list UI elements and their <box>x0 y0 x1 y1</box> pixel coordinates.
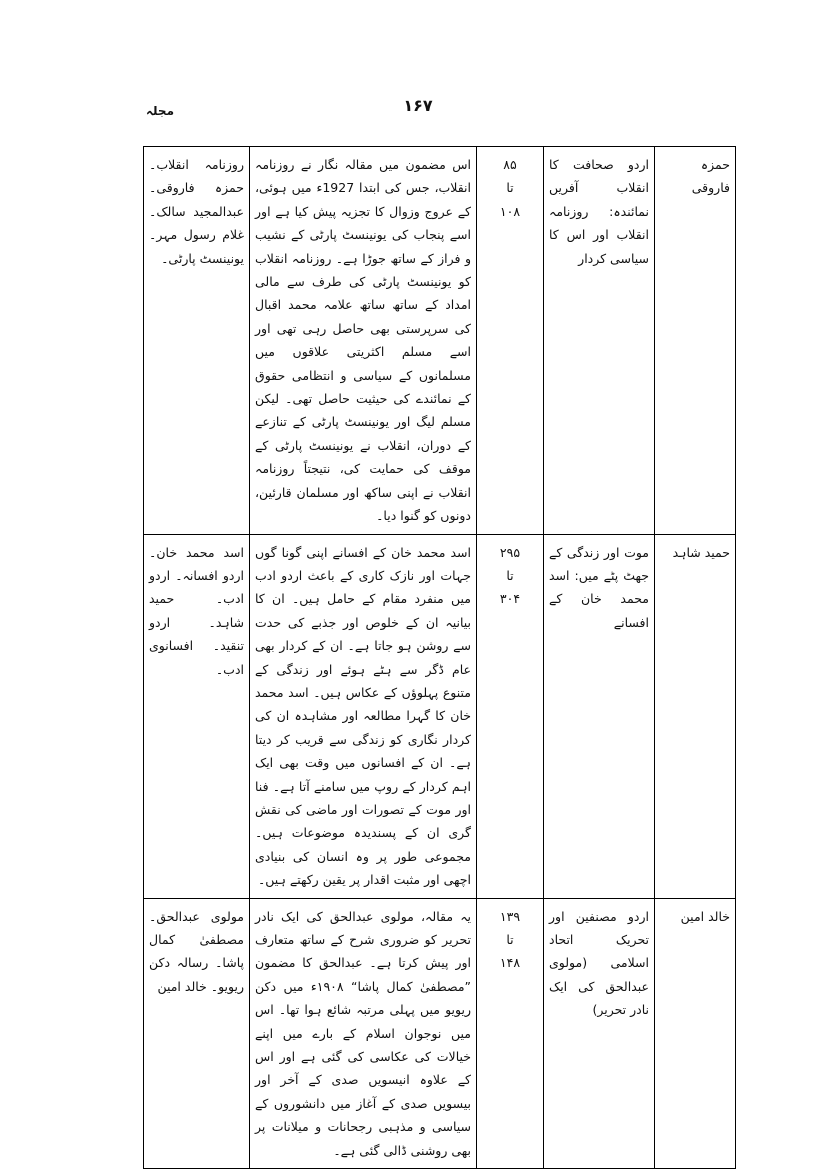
pages-cell <box>477 898 544 1168</box>
page-from: ۱۳۹ <box>499 908 521 924</box>
pages-cell <box>477 147 544 535</box>
summary-cell: اسد محمد خان کے افسانے اپنی گونا گوں جہات اور نازک کاری کے باعث اردو ادب میں منفرد مقام کے حامل ہیں۔ ان کا بیانیہ ان کے خلوص اور جذبے کی حدت سے روشن ہو جاتا ہے۔ ان کے کردار بھی عام ڈگر سے ہٹے ہوئے اور زندگی کے متنوع پہلوؤں کے عکاس ہیں۔ اسد محمد خان کا گہرا مطالعہ اور مشاہدہ ان کی کردار نگاری کو زندگی سے قریب کر دیتا ہے۔ ان کے افسانوں میں وقت بھی ایک اہم کردار کے روپ میں سامنے آتا ہے۔ فنا اور موت کے تصورات اور ماضی کی نقش گری ان کے پسندیدہ موضوعات ہیں۔ مجموعی طور پر وہ انسان کی بنیادی اچھی اور مثبت اقدار پر یقین رکھتے ہیں۔ <box>250 534 477 898</box>
page-number: ۱۶۷ <box>403 96 433 115</box>
page-separator: تا <box>506 180 514 196</box>
page-separator: تا <box>506 567 514 583</box>
table-row <box>144 898 736 1168</box>
title-cell: موت اور زندگی کے جھٹ پٹے میں: اسد محمد خان کے افسانے <box>544 534 655 898</box>
article-index-table <box>143 146 736 1169</box>
page-from: ۲۹۵ <box>499 544 521 560</box>
page-to: ۱۴۸ <box>499 955 521 971</box>
summary-cell: یہ مقالہ، مولوی عبدالحق کی ایک نادر تحریر کو ضروری شرح کے ساتھ متعارف اور پیش کرتا ہے۔ عبدالحق کا مضمون ”مصطفیٰ کمال پاشا“ ۱۹۰۸ء میں دکن ریویو میں پہلی مرتبہ شائع ہوا تھا۔ اس میں نوجوان اسلام کے بارے میں اپنے خیالات کی عکاسی کی گئی ہے اور اس کے علاوہ انیسویں صدی کے آخر اور بیسویں صدی کے آغاز میں دانشوروں کے سیاسی و مذہبی رجحانات و میلانات پر بھی روشنی ڈالی گئی ہے۔ <box>250 898 477 1168</box>
author-cell: حمید شاہد <box>655 534 736 898</box>
table-row <box>144 534 736 898</box>
journal-name: مجلہ <box>146 104 175 118</box>
keywords-cell: روزنامہ انقلاب۔ حمزہ فاروقی۔ عبدالمجید سالک۔ غلام رسول مہر۔ یونینسٹ پارٹی۔ <box>144 147 250 535</box>
page-to: ۳۰۴ <box>499 591 521 607</box>
title-cell: اردو صحافت کا انقلاب آفریں نمائندہ: روزنامہ انقلاب اور اس کا سیاسی کردار <box>544 147 655 535</box>
keywords-cell: اسد محمد خان۔ اردو افسانہ۔ اردو ادب۔ حمید شاہد۔ اردو تنقید۔ افسانوی ادب۔ <box>144 534 250 898</box>
summary-cell: اس مضمون میں مقالہ نگار نے روزنامہ انقلاب، جس کی ابتدا 1927ء میں ہوئی، کے عروج وزوال کا تجزیہ پیش کیا ہے اور اسے پنجاب کی یونینسٹ پارٹی کے نشیب و فراز کے ساتھ جوڑا ہے۔ روزنامہ انقلاب کو یونینسٹ پارٹی کی طرف سے مالی امداد کے ساتھ ساتھ علامہ محمد اقبال کی سرپرستی بھی حاصل رہی تھی اور اسے مسلم اکثریتی علاقوں میں مسلمانوں کے سیاسی و انتظامی حقوق کے نمائندے کی حیثیت حاصل تھی۔ لیکن مسلم لیگ اور یونینسٹ پارٹی کے تنازعے کے دوران، انقلاب نے یونینسٹ پارٹی کے موقف کی حمایت کی، نتیجتاً روزنامہ انقلاب نے اپنی ساکھ اور مسلمان قارئین، دونوں کو گنوا دیا۔ <box>250 147 477 535</box>
author-cell: حمزہ فاروقی <box>655 147 736 535</box>
author-cell: خالد امین <box>655 898 736 1168</box>
table-row <box>144 147 736 535</box>
keywords-cell: مولوی عبدالحق۔ مصطفیٰ کمال پاشا۔ رسالہ دکن ریویو۔ خالد امین <box>144 898 250 1168</box>
page-from: ۸۵ <box>503 157 517 172</box>
page-to: ۱۰۸ <box>499 203 521 219</box>
pages-cell <box>477 534 544 898</box>
title-cell: اردو مصنفین اور تحریک اتحاد اسلامی (مولوی عبدالحق کی ایک نادر تحریر) <box>544 898 655 1168</box>
page-separator: تا <box>506 932 514 947</box>
